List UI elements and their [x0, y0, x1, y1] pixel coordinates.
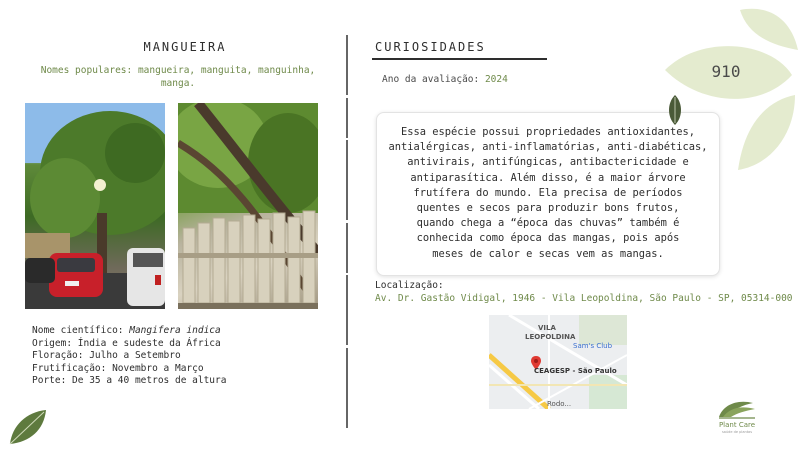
evaluation-year-label: Ano da avaliação: [382, 74, 485, 85]
scientific-name-label: Nome científico: [32, 325, 130, 336]
curiosity-line: meses de calor e secas vem as mangas. [432, 247, 664, 260]
evaluation-year [382, 74, 508, 85]
map-roads [489, 315, 627, 409]
species-info [32, 325, 226, 388]
brand-tagline: saúde de plantas [721, 430, 753, 434]
scientific-name-value: Mangifera indica [129, 325, 221, 336]
curiosity-line: Essa espécie possui propriedades antioxidantes, [400, 126, 696, 138]
curiosities-title: CURIOSIDADES [375, 40, 486, 54]
tree-photo-fence-art [178, 103, 318, 309]
tree-photo-street-art [25, 103, 165, 309]
popular-names: Nomes populares: mangueira, manguita, manguinha, manga. [40, 65, 316, 89]
curiosity-line: quentes e secos para produzir bons frutos, [416, 202, 680, 215]
leaves-decoration-top [660, 0, 800, 180]
map-road-label: Rodo... [547, 400, 572, 408]
curiosity-line: antialérgicas, anti-inflamatórias, anti-diabéticas, [388, 141, 708, 154]
fruiting-row: Frutificação: Novembro a Março [32, 362, 204, 374]
curiosity-line: conhecida como época das mangas, pois após [416, 232, 680, 245]
plant-care-logo-icon [717, 397, 757, 421]
curiosity-line: antivirais, antifúngicas, antibactericidade e [407, 156, 689, 169]
map-district-label: VILA [538, 324, 556, 332]
species-title: MANGUEIRA [143, 40, 227, 54]
curiosity-line: antiparasítica. Além disso, é a maior árvore [410, 171, 686, 184]
evaluation-year-value: 2024 [484, 74, 508, 85]
scientific-name-row [32, 325, 226, 338]
brand-name: Plant Care [718, 421, 756, 429]
map-district-label-2: LEOPOLDINA [525, 333, 576, 341]
flowering-row: Floração: Julho a Setembro [32, 350, 181, 361]
origin-row: Origem: Índia e sudeste da África [32, 337, 221, 349]
location-address: Av. Dr. Gastão Vidigal, 1946 - Vila Leopoldina, São Paulo - SP, 05314-000 [375, 293, 793, 304]
title-underline [372, 58, 547, 60]
curiosity-line: quando chega a “época das chuvas” também é [416, 217, 680, 230]
curiosity-line: frutífera do mundo. Ela precisa de períodos [413, 186, 683, 199]
map-store-label: Sam's Club [573, 342, 613, 350]
map-place-label: CEAGESP - São Paulo [534, 367, 617, 375]
location-map[interactable] [489, 315, 627, 409]
column-divider [346, 35, 348, 430]
tree-photo-street [25, 103, 165, 309]
tree-photo-fence [178, 103, 318, 309]
evaluation-badge: 910 [711, 62, 741, 81]
location-label: Localização: [375, 280, 444, 291]
leaf-decoration-bottom-icon [8, 408, 48, 446]
leaf-icon [667, 95, 683, 125]
size-row: Porte: De 35 a 40 metros de altura [32, 375, 227, 386]
